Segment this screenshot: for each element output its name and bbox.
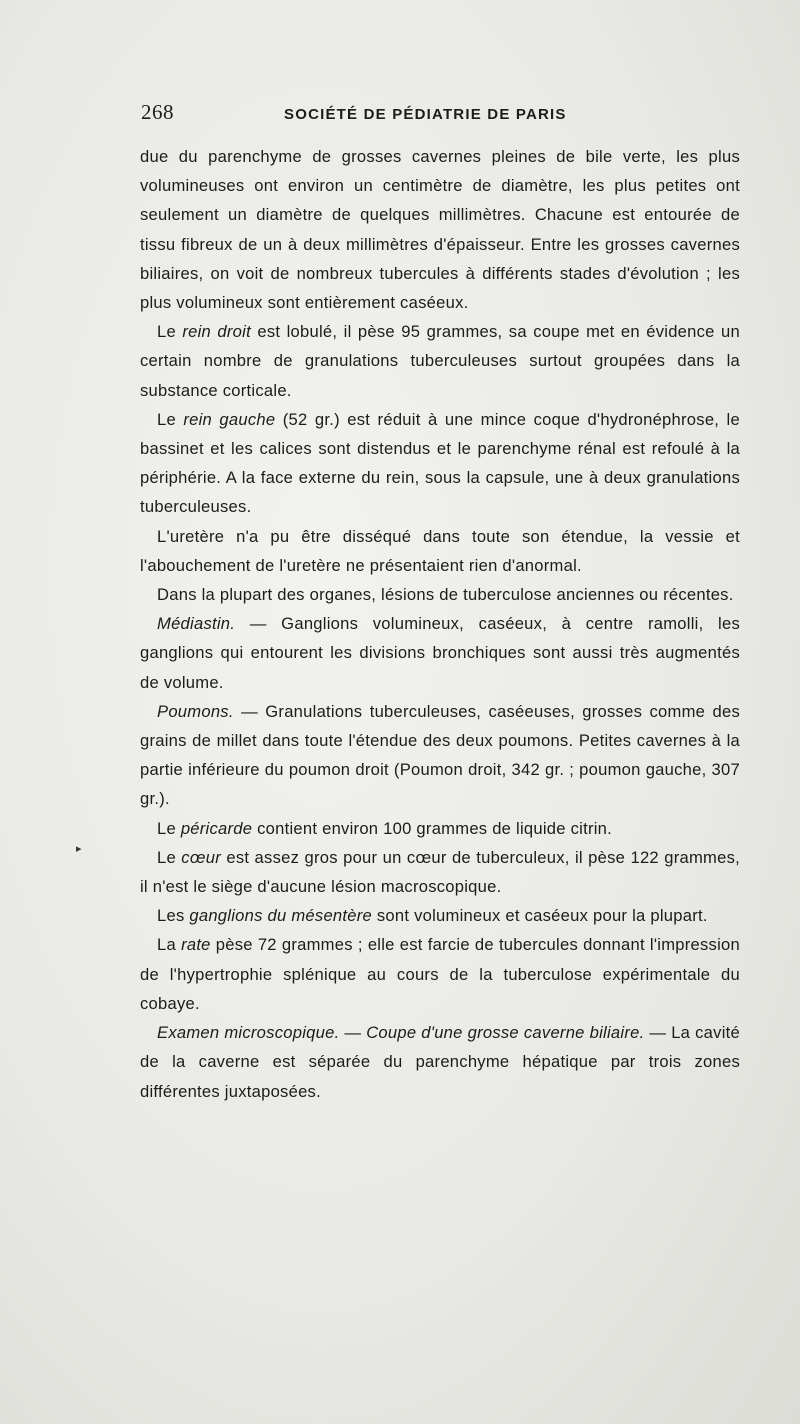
paragraph-term: Coupe d'une grosse caverne biliaire. — [366, 1023, 645, 1043]
paragraph — [140, 1018, 740, 1106]
paragraph-text: pèse 72 grammes ; elle est farcie de tubercules donnant l'impression de l'hypertrophie splénique au cours de la tuberculose expérimentale du cobaye. — [140, 935, 741, 1013]
paragraph — [140, 930, 740, 1018]
page-header — [141, 100, 741, 128]
paragraph-text: — Ganglions volumineux, caséeux, à centre ramolli, les ganglions qui entourent les divisions bronchiques sont aussi très augmentés de volume. — [140, 614, 740, 692]
paragraph — [140, 522, 740, 580]
paragraph — [140, 142, 740, 317]
paragraph-text: (52 gr.) est réduit à une mince coque d'hydronéphrose, le bassinet et les calices sont distendus et le parenchyme rénal est refoulé à la périphérie. A la face externe du rein, sous la capsule, une à deux granulations tuberculeuses. — [140, 409, 740, 517]
paragraph-term: rein droit — [182, 322, 251, 342]
paragraph — [140, 814, 740, 843]
paragraph — [140, 405, 740, 522]
paragraph — [140, 580, 740, 609]
paragraph-term: Médiastin. — [157, 614, 236, 634]
running-title: SOCIÉTÉ DE PÉDIATRIE DE PARIS — [284, 106, 567, 123]
paragraph-text: est lobulé, il pèse 95 grammes, sa coupe met en évidence un certain nombre de granulations tuberculeuses surtout groupées dans la substance corticale. — [140, 322, 740, 400]
paragraph-text: contient environ 100 grammes de liquide citrin. — [252, 818, 612, 838]
paragraph-prefix: Le — [157, 409, 184, 429]
paragraph-prefix: Le — [157, 818, 181, 838]
paragraph — [140, 901, 740, 930]
page-number: 268 — [141, 100, 174, 124]
paragraph-prefix: La — [157, 935, 182, 955]
body-text — [140, 142, 740, 1106]
paragraph-term: ganglions du mésentère — [189, 906, 372, 926]
paragraph-separator: — — [339, 1023, 367, 1043]
margin-mark: ▸ — [76, 842, 82, 855]
paragraph-term: rate — [181, 935, 211, 955]
paragraph-text: Dans la plupart des organes, lésions de tuberculose anciennes ou récentes. — [157, 585, 734, 605]
paragraph-prefix: Le — [157, 322, 183, 342]
paragraph — [140, 843, 740, 901]
paragraph — [140, 609, 740, 697]
paragraph — [140, 317, 740, 405]
paragraph-text: L'uretère n'a pu être disséqué dans toute son étendue, la vessie et l'abouchement de l'uretère ne présentaient rien d'anormal. — [140, 526, 740, 575]
paragraph-term: péricarde — [180, 818, 253, 838]
paragraph-text: est assez gros pour un cœur de tuberculeux, il pèse 122 grammes, il n'est le siège d'aucune lésion macroscopique. — [140, 847, 740, 897]
paragraph — [140, 697, 740, 814]
paragraph-prefix: Le — [157, 847, 182, 867]
paragraph-term: cœur — [181, 847, 222, 867]
paragraph-text: due du parenchyme de grosses cavernes pleines de bile verte, les plus volumineuses ont environ un centimètre de diamètre, les plus petites ont seulement un diamètre de quelques millimètres. Chacune est entourée de tissu fibreux de un à deux millimètres d'épaisseur. Entre les grosses cavernes biliaires, on voit de nombreux tubercules à différents stades d'évolution ; les plus volumineux sont entièrement caséeux. — [140, 147, 740, 313]
paragraph-term: rein gauche — [183, 409, 276, 429]
paragraph-text: sont volumineux et caséeux pour la plupart. — [372, 906, 708, 926]
paragraph-text: — Granulations tuberculeuses, caséeuses, grosses comme des grains de millet dans toute l'étendue des deux poumons. Petites cavernes à la partie inférieure du poumon droit (Poumon droit, 342 gr. ; poumon gauche, 307 gr.). — [140, 701, 740, 809]
paragraph-term: Examen microscopique. — [157, 1023, 340, 1043]
paragraph-text: — La cavité de la caverne est séparée du parenchyme hépatique par trois zones différentes juxtaposées. — [140, 1023, 740, 1101]
paragraph-term: Poumons. — [157, 701, 234, 721]
paragraph-prefix: Les — [157, 906, 190, 926]
